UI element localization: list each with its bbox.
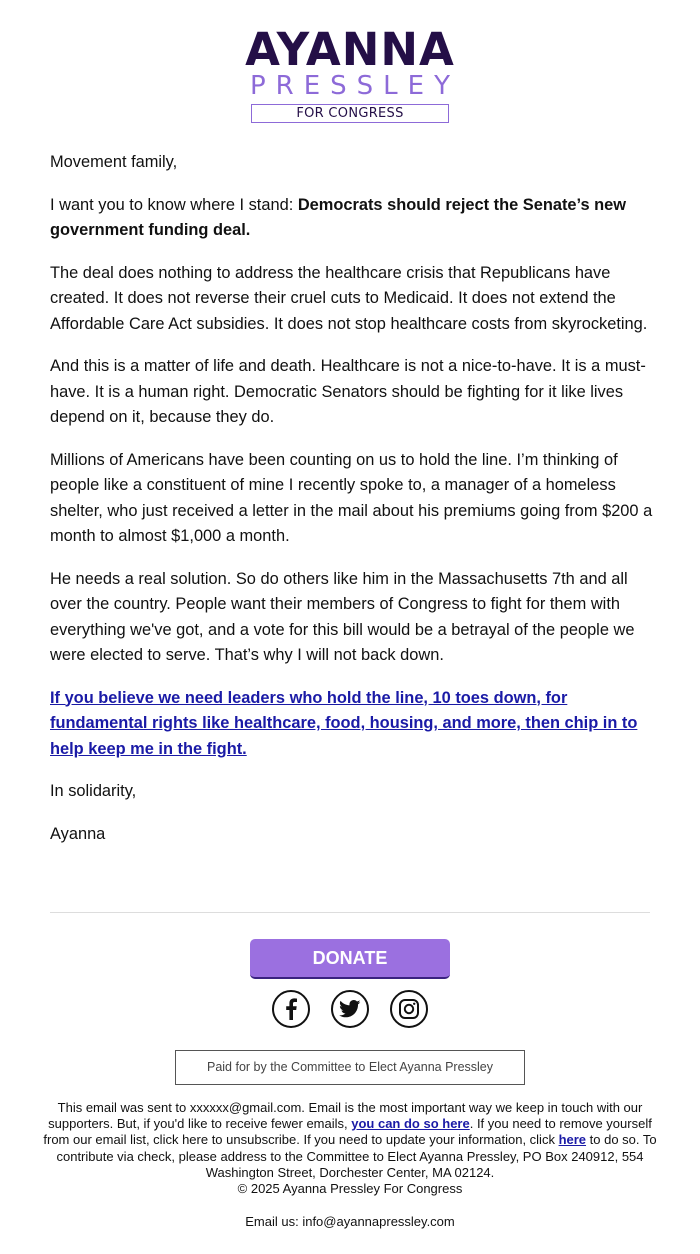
cta-donate-link[interactable]: If you believe we need leaders who hold the line, 10 toes down, for fundamental rights like healthcare, food, housing, and more, then chip in to help keep me in the fight. bbox=[50, 688, 638, 758]
logo-tagline: FOR CONGRESS bbox=[251, 104, 449, 123]
campaign-logo bbox=[0, 23, 700, 123]
copyright: © 2025 Ayanna Pressley For Congress bbox=[237, 1181, 463, 1197]
paragraph-healthcare: And this is a matter of life and death. Healthcare is not a nice-to-have. It is a must-have. It is a human right. Democratic Senators should be fighting for it like lives depend on it, because they do. bbox=[50, 357, 646, 426]
closing: In solidarity, bbox=[50, 782, 137, 800]
social-links bbox=[272, 990, 432, 1028]
instagram-icon[interactable] bbox=[390, 990, 428, 1028]
logo-surname: PRESSLEY bbox=[250, 71, 460, 101]
footer-text bbox=[40, 1100, 660, 1197]
divider bbox=[50, 912, 650, 913]
stance-bold: Democrats should reject the Senate’s new government funding deal. bbox=[50, 195, 627, 239]
paid-for-disclaimer: Paid for by the Committee to Elect Ayanna Pressley bbox=[175, 1050, 525, 1085]
logo-name: AYANNA bbox=[245, 23, 455, 76]
contact-email: Email us: info@ayannapressley.com bbox=[245, 1214, 455, 1229]
donate-button[interactable]: DONATE bbox=[250, 939, 450, 979]
footer-part-2: . If you need to remove yourself from our email list, click here to unsubscribe. If you need to update your information, click bbox=[43, 1116, 652, 1148]
paragraph-cta bbox=[50, 686, 655, 763]
greeting: Movement family, bbox=[50, 153, 178, 171]
footer-part-3: to do so. To contribute via check, please address to the Committee to Elect Ayanna Pressley, PO Box 240912, 554 Washington Street, Dorchester Center, MA 02124. bbox=[56, 1132, 657, 1180]
signature: Ayanna bbox=[50, 824, 106, 843]
paragraph-solution: He needs a real solution. So do others like him in the Massachusetts 7th and all over the country. People want their members of Congress to fight for them with everything we've got, and a vote for this bill would be a betrayal of the people we were elected to serve. That’s why I will not back down. bbox=[50, 569, 635, 664]
stance-intro: I want you to know where I stand: bbox=[50, 195, 298, 214]
letter-body bbox=[50, 150, 655, 864]
fewer-emails-link[interactable]: you can do so here bbox=[351, 1116, 470, 1132]
paragraph-constituent: Millions of Americans have been counting on us to hold the line. I’m thinking of people like a constituent of mine I recently spoke to, a manager of a homeless shelter, who just received a letter in the mail about his premiums going from $200 a month to almost $1,000 a month. bbox=[50, 450, 653, 545]
paragraph-deal: The deal does nothing to address the healthcare crisis that Republicans have created. It does not reverse their cruel cuts to Medicaid. It does not extend the Affordable Care Act subsidies. It does not stop healthcare costs from skyrocketing. bbox=[50, 263, 648, 333]
footer-part-1: This email was sent to xxxxxx@gmail.com. Email is the most important way we keep in touch with our supporters. But, if you'd like to receive fewer emails, bbox=[48, 1100, 643, 1132]
twitter-icon[interactable] bbox=[331, 990, 369, 1028]
paragraph-stance bbox=[50, 193, 655, 244]
facebook-icon[interactable] bbox=[272, 990, 310, 1028]
update-info-link[interactable]: here bbox=[558, 1132, 587, 1148]
